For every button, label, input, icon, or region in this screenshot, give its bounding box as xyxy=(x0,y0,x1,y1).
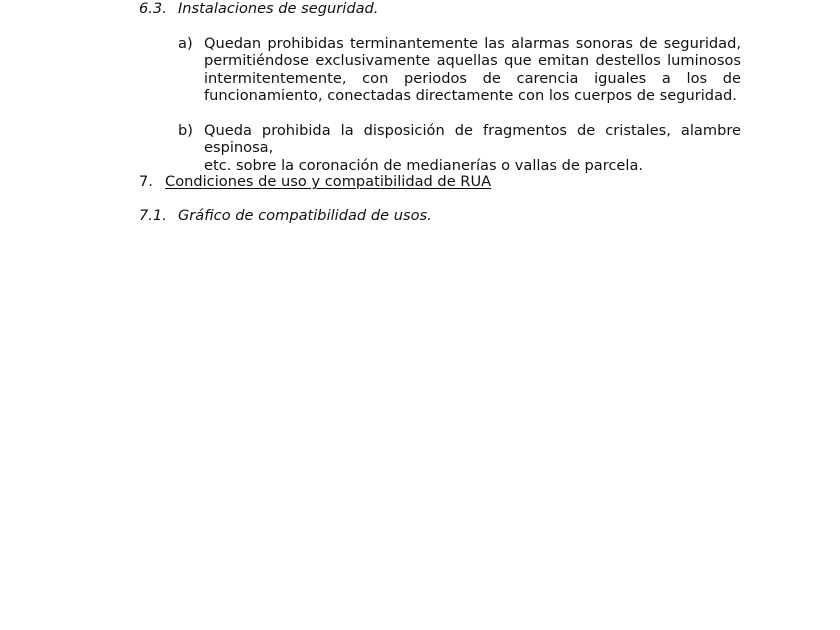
section-title: Instalaciones de seguridad. xyxy=(178,0,379,17)
section-number: 7.1. xyxy=(139,207,167,224)
section-title: Condiciones de uso y compatibilidad de RUA xyxy=(165,173,492,190)
list-marker-a: a) xyxy=(178,35,193,52)
section-number: 6.3. xyxy=(139,0,167,17)
list-item-a xyxy=(204,35,741,104)
section-title: Gráfico de compatibilidad de usos. xyxy=(178,207,432,224)
list-item-line: funcionamiento, conectadas directamente con los cuerpos de seguridad. xyxy=(204,86,737,104)
list-item-line: Quedan prohibidas terminantemente las alarmas sonoras de seguridad, xyxy=(204,35,741,52)
list-item-line: intermitentemente, con periodos de carencia iguales a los de xyxy=(204,69,741,87)
list-marker-b: b) xyxy=(178,122,193,139)
list-item-line: Queda prohibida la disposición de fragmentos de cristales, alambre espinosa, xyxy=(204,122,741,157)
list-item-line: permitiéndose exclusivamente aquellas que emitan destellos luminosos xyxy=(204,52,741,70)
list-item-b xyxy=(204,122,741,174)
list-item-line: etc. sobre la coronación de medianerías o vallas de parcela. xyxy=(204,156,644,174)
section-number: 7. xyxy=(139,173,153,190)
